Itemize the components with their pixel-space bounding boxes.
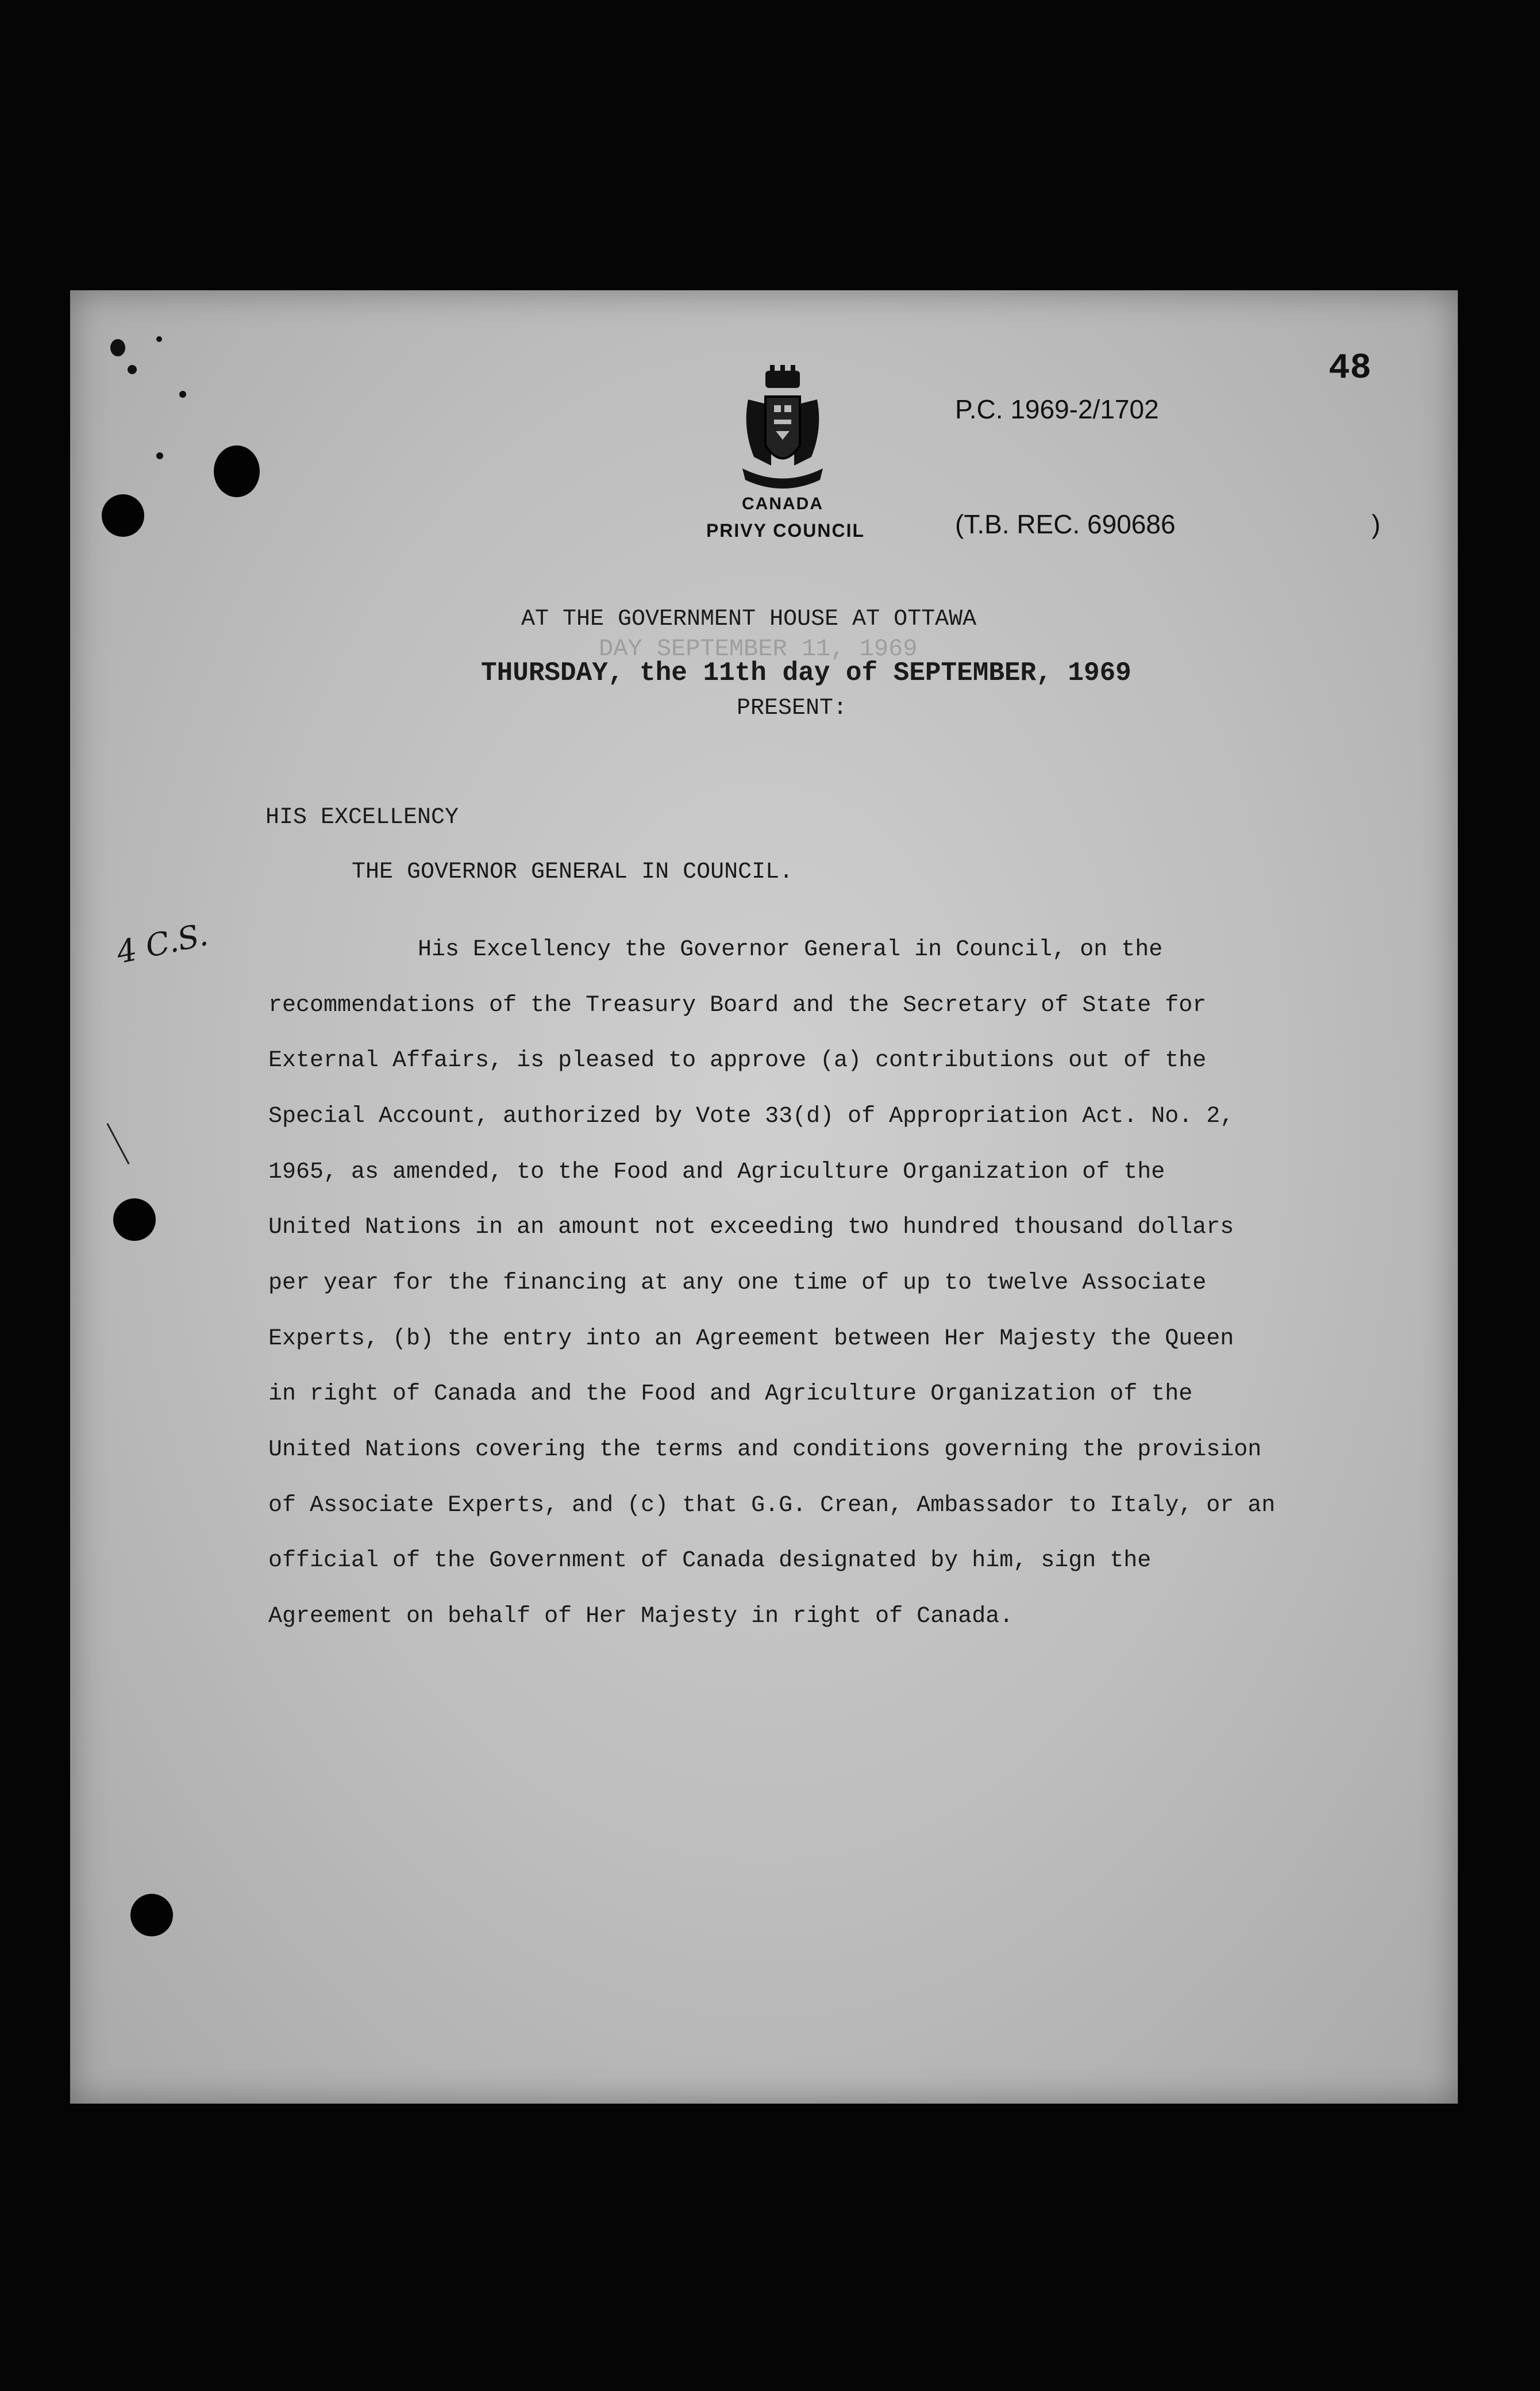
body-line: United Nations covering the terms and conditions governing the provision [268,1437,1262,1463]
meeting-date: THURSDAY, the 11th day of SEPTEMBER, 1969 [481,658,1131,688]
treasury-board-reference-close: ) [1372,509,1381,539]
attendance-line-2: THE GOVERNOR GENERAL IN COUNCIL. [352,859,794,885]
body-line: External Affairs, is pleased to approve (a) contributions out of the [268,1048,1207,1074]
body-line: recommendations of the Treasury Board and the Secretary of State for [268,993,1207,1018]
punch-hole-bottom [130,1894,173,1936]
body-line: Agreement on behalf of Her Majesty in right of Canada. [268,1604,1014,1629]
handwritten-margin-note: 4 C.S. [113,916,211,971]
treasury-board-reference: (T.B. REC. 690686 [955,509,1176,539]
margin-tick-mark [106,1123,129,1164]
order-in-council-number: P.C. 1969-2/1702 [955,394,1159,424]
punch-hole-top [102,494,144,537]
country-label: CANADA [742,494,823,513]
speck [179,391,186,398]
body-line: per year for the financing at any one time of up to twelve Associate [268,1270,1207,1296]
body-line: Experts, (b) the entry into an Agreement between Her Majesty the Queen [268,1326,1234,1352]
speck [156,336,162,342]
page-number: 48 [1329,348,1372,389]
canada-coat-of-arms-icon [725,365,840,497]
body-line: of Associate Experts, and (c) that G.G. Crean, Ambassador to Italy, or an [268,1493,1276,1519]
speck [156,452,163,459]
punch-hole-upper [214,445,260,497]
present-heading: PRESENT: [737,695,848,721]
body-line: official of the Government of Canada designated by him, sign the [268,1548,1152,1574]
speck [128,365,137,374]
punch-hole-middle [113,1198,156,1241]
body-line: 1965, as amended, to the Food and Agriculture Organization of the [268,1159,1165,1185]
privy-council-label: PRIVY COUNCIL [706,520,865,541]
meeting-location: AT THE GOVERNMENT HOUSE AT OTTAWA [521,606,977,632]
body-line: United Nations in an amount not exceeding two hundred thousand dollars [268,1214,1234,1240]
document-page [70,290,1458,2104]
body-line: in right of Canada and the Food and Agriculture Organization of the [268,1381,1193,1407]
body-line: Special Account, authorized by Vote 33(d) of Appropriation Act. No. 2, [268,1104,1234,1129]
faded-date-stamp: DAY SEPTEMBER 11, 1969 [599,635,918,663]
speck [110,339,125,356]
attendance-line-1: HIS EXCELLENCY [265,805,459,831]
body-line: His Excellency the Governor General in Council, on the [418,937,1163,963]
